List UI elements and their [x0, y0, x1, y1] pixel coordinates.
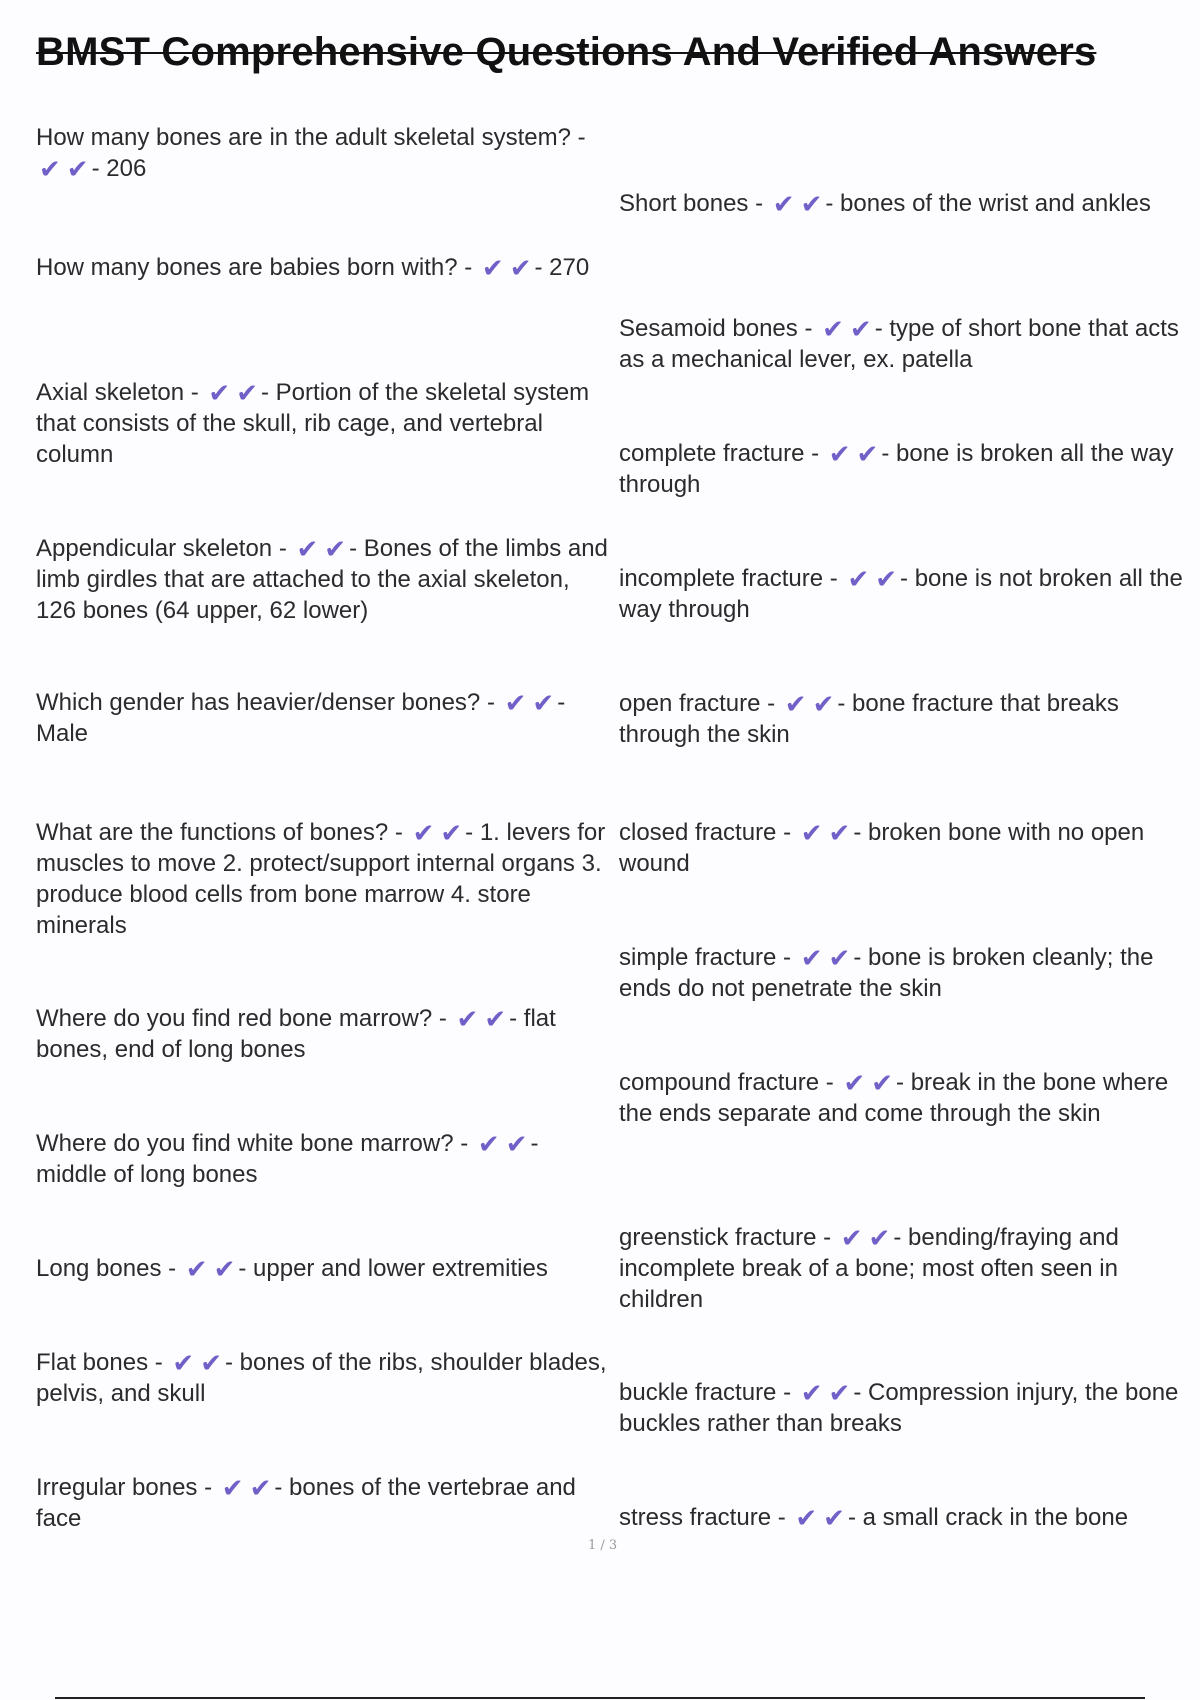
question-text: How many bones are babies born with? - — [36, 254, 473, 281]
checkmark-icon: ✔ — [456, 1004, 479, 1034]
qa-item — [36, 687, 611, 749]
question-text: open fracture - — [619, 690, 776, 717]
checkmark-icon: ✔ — [505, 1129, 528, 1159]
checkmark-icon: ✔ — [784, 689, 807, 719]
checkmark-icon: ✔ — [172, 1348, 195, 1378]
checkmark-icon: ✔ — [532, 688, 555, 718]
question-text: buckle fracture - — [619, 1379, 792, 1406]
checkmark-icon: ✔ — [39, 154, 61, 184]
question-text: greenstick fracture - — [619, 1224, 832, 1251]
answer-text: - Male — [36, 689, 566, 747]
checkmark-icon: ✔ — [828, 943, 851, 973]
checkmark-icon: ✔ — [509, 253, 532, 283]
checkmark-icon: ✔ — [800, 189, 823, 219]
page-divider — [55, 1697, 1145, 1699]
qa-item — [36, 1128, 611, 1190]
answer-text: - 206 — [91, 155, 147, 182]
answer-text: - bones of the ribs, shoulder blades, pelvis, and skull — [36, 1349, 607, 1407]
qa-item — [36, 533, 611, 626]
qa-item — [619, 688, 1189, 750]
checkmark-icon: ✔ — [208, 378, 231, 408]
qa-item — [36, 817, 611, 941]
question-text: Where do you find red bone marrow? - — [36, 1005, 447, 1032]
answer-text: - Compression injury, the bone buckles rather than breaks — [619, 1379, 1179, 1437]
qa-item — [36, 377, 611, 470]
answer-text: - bone is broken all the way through — [619, 440, 1174, 498]
checkmark-icon: ✔ — [200, 1348, 222, 1378]
qa-item — [619, 438, 1189, 500]
question-text: Irregular bones - — [36, 1474, 213, 1501]
answer-text: - flat bones, end of long bones — [36, 1005, 556, 1063]
checkmark-icon: ✔ — [481, 253, 504, 283]
checkmark-icon: ✔ — [221, 1473, 244, 1503]
question-text: Sesamoid bones - — [619, 315, 813, 342]
answer-text: - bone is broken cleanly; the ends do not penetrate the skin — [619, 944, 1154, 1002]
answer-text: - type of short bone that acts as a mechanical lever, ex. patella — [619, 315, 1179, 373]
answer-text: - break in the bone where the ends separate and come through the skin — [619, 1069, 1169, 1127]
checkmark-icon: ✔ — [828, 439, 851, 469]
checkmark-icon: ✔ — [828, 818, 851, 848]
checkmark-icon: ✔ — [477, 1129, 500, 1159]
question-text: Appendicular skeleton - — [36, 535, 287, 562]
document-title: BMST Comprehensive Questions And Verified Answers — [36, 30, 1097, 74]
qa-item — [619, 1377, 1189, 1439]
question-text: incomplete fracture - — [619, 565, 838, 592]
question-text: How many bones are in the adult skeletal system? - — [36, 124, 586, 151]
checkmark-icon: ✔ — [795, 1503, 818, 1533]
checkmark-icon: ✔ — [484, 1004, 507, 1034]
answer-text: - bone is not broken all the way through — [619, 565, 1183, 623]
checkmark-icon: ✔ — [296, 534, 319, 564]
checkmark-icon: ✔ — [849, 314, 872, 344]
answer-text: - 1. levers for muscles to move 2. protect/support internal organs 3. produce blood cells from bone marrow 4. store minerals — [36, 819, 606, 939]
checkmark-icon: ✔ — [823, 1503, 845, 1533]
checkmark-icon: ✔ — [800, 1378, 823, 1408]
checkmark-icon: ✔ — [840, 1223, 863, 1253]
question-text: Long bones - — [36, 1255, 177, 1282]
question-text: What are the functions of bones? - — [36, 819, 403, 846]
checkmark-icon: ✔ — [185, 1254, 208, 1284]
qa-item — [619, 817, 1189, 879]
checkmark-icon: ✔ — [812, 689, 835, 719]
answer-text: - bone fracture that breaks through the skin — [619, 690, 1119, 748]
checkmark-icon: ✔ — [822, 314, 844, 344]
answer-text: - 270 — [534, 254, 590, 281]
checkmark-icon: ✔ — [236, 378, 259, 408]
checkmark-icon: ✔ — [800, 943, 823, 973]
checkmark-icon: ✔ — [875, 564, 898, 594]
answer-text: - bones of the vertebrae and face — [36, 1474, 576, 1532]
question-text: Which gender has heavier/denser bones? - — [36, 689, 495, 716]
checkmark-icon: ✔ — [504, 688, 527, 718]
qa-item — [619, 1067, 1189, 1129]
question-text: compound fracture - — [619, 1069, 834, 1096]
question-text: closed fracture - — [619, 819, 792, 846]
checkmark-icon: ✔ — [856, 439, 879, 469]
qa-item — [36, 1253, 611, 1284]
qa-item — [36, 1472, 611, 1534]
checkmark-icon: ✔ — [871, 1068, 894, 1098]
checkmark-icon: ✔ — [772, 189, 795, 219]
question-text: Where do you find white bone marrow? - — [36, 1130, 469, 1157]
checkmark-icon: ✔ — [800, 818, 823, 848]
question-text: complete fracture - — [619, 440, 820, 467]
qa-item — [619, 1222, 1189, 1315]
qa-item — [36, 252, 611, 283]
page-number: 1 / 3 — [588, 1538, 618, 1553]
answer-text: - Portion of the skeletal system that consists of the skull, rib cage, and vertebral column — [36, 379, 590, 468]
checkmark-icon: ✔ — [412, 818, 435, 848]
answer-text: - middle of long bones — [36, 1130, 539, 1188]
answer-text: - bones of the wrist and ankles — [825, 190, 1151, 217]
checkmark-icon: ✔ — [440, 818, 463, 848]
qa-item — [619, 1502, 1189, 1533]
answer-text: - upper and lower extremities — [238, 1255, 548, 1282]
qa-item — [36, 122, 611, 184]
checkmark-icon: ✔ — [868, 1223, 891, 1253]
answer-text: - Bones of the limbs and limb girdles that are attached to the axial skeleton, 126 bones (64 upper, 62 lower) — [36, 535, 608, 624]
qa-item — [36, 1347, 611, 1409]
qa-item — [619, 313, 1189, 375]
checkmark-icon: ✔ — [828, 1378, 851, 1408]
qa-item — [36, 1003, 611, 1065]
checkmark-icon: ✔ — [847, 564, 870, 594]
answer-text: - a small crack in the bone — [847, 1504, 1129, 1531]
checkmark-icon: ✔ — [324, 534, 347, 564]
checkmark-icon: ✔ — [213, 1254, 236, 1284]
answer-text: - bending/fraying and incomplete break of a bone; most often seen in children — [619, 1224, 1119, 1313]
qa-item — [619, 563, 1189, 625]
answer-text: - broken bone with no open wound — [619, 819, 1145, 877]
qa-item — [619, 188, 1189, 219]
question-text: simple fracture - — [619, 944, 792, 971]
question-text: Axial skeleton - — [36, 379, 199, 406]
checkmark-icon: ✔ — [249, 1473, 272, 1503]
checkmark-icon: ✔ — [843, 1068, 866, 1098]
question-text: Flat bones - — [36, 1349, 163, 1376]
question-text: stress fracture - — [619, 1504, 786, 1531]
question-text: Short bones - — [619, 190, 764, 217]
qa-item — [619, 942, 1189, 1004]
checkmark-icon: ✔ — [66, 154, 89, 184]
